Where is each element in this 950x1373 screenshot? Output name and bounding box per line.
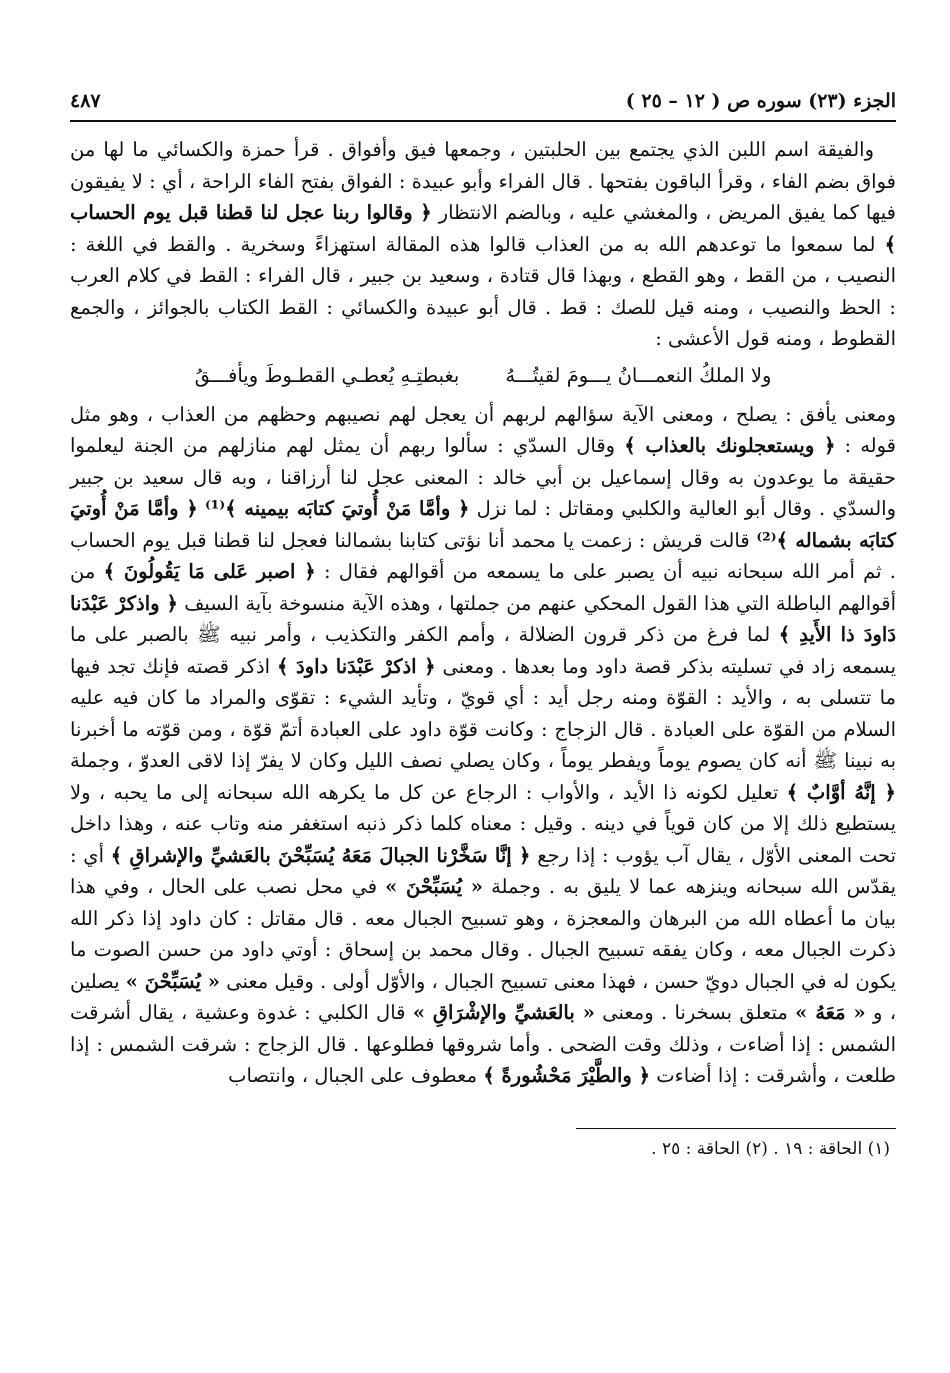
quran-verse: ﴿ واذكرْ عَبْدَنا دَاودَ ذا الأَيدِ ﴾ xyxy=(70,591,896,646)
poem-hemistich-first: ولا الملكُ النعمـــانُ يـــومَ لقيتُـــهُ xyxy=(505,363,772,387)
text-run: في محل نصب على الحال ، وفي هذا بيان ما أعطاه الله من البرهان والمعجزة ، وهو تسبيح الجبال معه . قال مقاتل : كان داود إذا ذكر الله ذكرت الجبال معه ، وكان يفقه تسبيح الجبال . وقال محمد بن إسحاق : أوتي داود من حسن الصوت ما يكون له في الجبال دويّ حسن ، فهذا معنى تسبيح الجبال ، والأوّل أولى . وقيل معنى xyxy=(70,875,897,993)
footnotes: (١) الحاقة : ١٩ . (٢) الحاقة : ٢٥ . xyxy=(651,1138,890,1159)
text-run: لما فرغ من ذكر قرون الضلالة ، وأمم الكفر والتكذيب ، وأمر نبيه ﷺ بالصبر على ما يسمعه زاد في تسليته بذكر قصة داود وما بعدها . ومعنى xyxy=(70,623,896,678)
quoted-word: « يُسَبِّحْنَ » xyxy=(385,875,483,898)
text-run: متعلق بسخرنا . ومعنى xyxy=(602,1001,788,1024)
quoted-word: « مَعَهُ » xyxy=(795,1001,866,1024)
text-run: معطوف على الجبال ، وانتصاب xyxy=(228,1064,478,1087)
quoted-word: « يُسَبِّحْنَ » xyxy=(125,969,220,993)
text-run: والفيقة اسم اللبن الذي يجتمع بين الحلبتين ، وجمعها فيق وأفواق . قرأ حمزة والكسائي ما لها من فواق بضم الفاء ، وقرأ الباقون بفتحها . قال الفراء وأبو عبيدة : الفواق بفتح الفاء الراحة ، أي : لا يفيقون فيها كما يفيق المريض ، والمغشي عليه ، وبالضم الانتظار xyxy=(70,138,897,224)
poem-verse xyxy=(70,359,896,393)
text-run: أي : يقدّس الله سبحانه وينزهه عما لا يليق به . وجملة xyxy=(70,843,897,898)
text-run: لما سمعوا ما توعدهم الله به من العذاب قالوا هذه المقالة استهزاءً وسخرية . والقط في اللغة : النصيب ، من القط ، وهو القطع ، وبهذا قال قتادة ، وسعيد بن جبير ، قال الفراء : القط في كلام العرب : الحظ والنصيب ، ومنه قيل للصك : قط . قال أبو عبيدة والكسائي : القط الكتاب بالجوائز ، والجمع القطوط ، ومنه قول الأعشى : xyxy=(70,232,896,350)
text-run: يصلين ، و xyxy=(70,969,896,1024)
text-run: قال الكلبي : غدوة وعشية ، يقال أشرقت الشمس : إذا أضاءت ، وذلك وقت الضحى . وأما شروقها فطلوعها . قال الزجاج : شرقت الشمس : إذا طلعت ، وأشرقت : إذا أضاءت xyxy=(70,1001,896,1087)
text-run: ومعنى يأفق : يصلح ، ومعنى الآية سؤالهم لربهم أن يعجل لهم نصيبهم وحظهم من العذاب ، وهو مثل قوله : xyxy=(70,402,897,457)
page-number: ٤٨٧ xyxy=(70,90,101,112)
text-run: تعليل لكونه ذا الأيد ، والأواب : الرجاع عن كل ما يكرهه الله سبحانه إلى ما يحبه ، ولا يستطيع ذلك إلا من كان قوياً في دينه . وقيل : معناه كلما ذكر ذنبه استغفر منه وتاب عنه ، وهذا داخل تحت المعنى الأوّل ، يقال آب يؤوب : إذا رجع xyxy=(70,780,897,867)
running-head: الجزء (٢٣) سوره ص ( ١٢ – ٢٥ ) xyxy=(625,90,896,112)
document-page xyxy=(70,88,896,1163)
text-run: قالت قريش : زعمت يا محمد أنا نؤتى كتابنا بشمالنا فعجل لنا قطنا قبل يوم الحساب . ثم أمر الله سبحانه نبيه أن يصبر على ما يسمعه من أقوالهم فقال : xyxy=(70,528,896,583)
quoted-word: « بالعَشيِّ والإشْرَاقِ » xyxy=(412,1001,595,1024)
text-run: اذكر قصته فإنك تجد فيها ما تتسلى به ، والأيد : القوّة ومنه رجل أيد : أي قويّ ، وتأيد الشيء : تقوّى والمراد ما كان فيه عليه السلام من القوّة على العبادة . قال الزجاج : وكانت قوّة داود على العبادة أتمّ قوّة ، ومن قوّته ما أخبرنا به نبينا ﷺ أنه كان يصوم يوماً ويفطر يوماً ، وكان يصلي نصف الليل وكان لا يفرّ إذا لاقى العدوّ ، وجملة xyxy=(70,654,896,772)
quran-verse: ﴿ اصبر عَلى مَا يَقُولُونَ ﴾ xyxy=(103,560,316,583)
quran-verse: ﴿ وقالوا ربنا عجل لنا قطنا قبل يوم الحساب ﴾ xyxy=(70,201,896,256)
body-text xyxy=(70,134,896,1092)
quran-verse: ﴿ إنَّهُ أوَّابٌ ﴾ xyxy=(786,780,896,804)
paragraph xyxy=(70,134,896,355)
quran-verse: ﴿ والطَّيْرَ مَحْشُورةً ﴾ xyxy=(483,1064,651,1087)
quran-verse: ﴿ إنَّا سَخَّرْنا الجبالَ مَعَهُ يُسَبِّحْنَ بالعَشيِّ والإشراقِ ﴾ xyxy=(110,843,531,867)
poem-hemistich-second: بغبطتِـهِ يُعطـي القطـوطَ ويأفـــقُ xyxy=(194,363,460,387)
text-run: من أقوالهم الباطلة التي هذا القول المحكي عنهم من جملتها ، وهذه الآية منسوخة بآية السيف xyxy=(70,560,896,615)
quran-verse: ﴿ اذكرْ عَبْدَنا داودَ ﴾ xyxy=(277,654,436,678)
text-run: وقال السدّي : سألوا ربهم أن يمثل لهم منازلهم من الجنة ليعلموا حقيقة ما يوعدون به وقال إسماعيل بن أبي خالد : المعنى عجل لنا أرزاقنا ، وبه قال سعيد بن جبير والسدّي . وقال أبو العالية والكلبي ومقاتل : لما نزل xyxy=(70,434,896,520)
quran-verse: ﴿ وأمَّا مَنْ أُوتيَ كتابَه بيمينه ﴾⁽¹⁾ xyxy=(204,497,470,520)
quran-verse: ﴿ ويستعجلونك بالعذاب ﴾ xyxy=(624,434,836,457)
footnote-divider xyxy=(576,1128,896,1129)
paragraph xyxy=(70,399,896,1092)
quran-verse: ﴿ وأمَّا مَنْ أُوتيَ كتابَه بشماله ﴾⁽²⁾ xyxy=(70,497,896,552)
page-header xyxy=(70,88,896,122)
